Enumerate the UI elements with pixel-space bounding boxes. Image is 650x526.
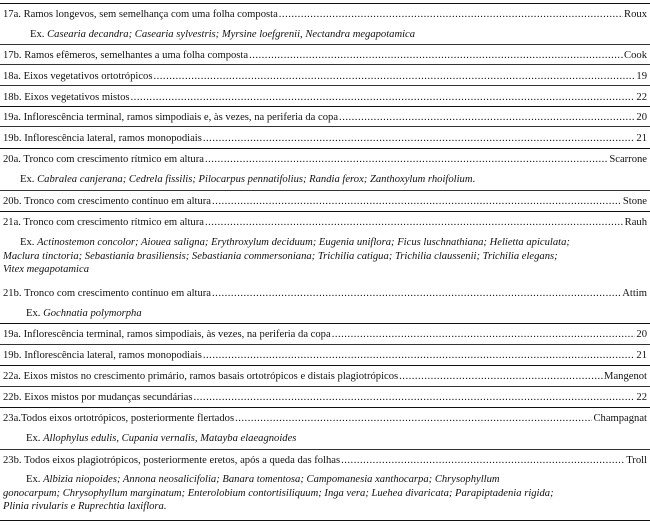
leader-dots xyxy=(399,370,603,383)
key-result: Roux xyxy=(624,9,647,20)
example-species: Casearia decandra; Casearia sylvestris; Myrsine loefgrenii, Nectandra megapotamica xyxy=(47,29,416,40)
leader-dots xyxy=(205,216,624,229)
example-23a xyxy=(26,432,296,446)
key-result: Scarrone xyxy=(609,154,647,165)
example-20a xyxy=(20,173,475,187)
leader-dots xyxy=(279,8,623,21)
key-result: Mangenot xyxy=(604,371,647,382)
example-21a xyxy=(3,236,648,277)
leader-dots xyxy=(193,391,635,404)
key-row-17b xyxy=(0,49,650,62)
leader-dots xyxy=(341,454,625,467)
key-lead: 22b. Eixos mistos por mudanças secundárias xyxy=(3,392,193,403)
key-result: Attim xyxy=(622,288,647,299)
key-lead: 17a. Ramos longevos, sem semelhança com uma folha composta xyxy=(3,9,278,20)
key-lead: 20a. Tronco com crescimento rítmico em altura xyxy=(3,154,204,165)
key-row-22a xyxy=(0,370,650,383)
divider xyxy=(0,386,650,387)
key-lead: 20b. Tronco com crescimento contínuo em altura xyxy=(3,196,212,207)
key-row-22b xyxy=(0,391,650,404)
key-row-18b xyxy=(0,91,650,104)
divider xyxy=(0,520,650,521)
key-lead: 19b. Inflorescência lateral, ramos monopodiais xyxy=(3,133,202,144)
leader-dots xyxy=(131,91,636,104)
divider xyxy=(0,85,650,86)
leader-dots xyxy=(339,111,635,124)
key-result: 19 xyxy=(636,71,647,82)
key-result: 22 xyxy=(636,392,647,403)
example-21b xyxy=(26,307,142,321)
divider xyxy=(0,323,650,324)
example-prefix: Ex. xyxy=(26,433,44,444)
key-lead: 19b. Inflorescência lateral, ramos monopodiais xyxy=(3,350,202,361)
divider xyxy=(0,148,650,149)
example-prefix: Ex. xyxy=(26,308,44,319)
leader-dots xyxy=(203,132,636,145)
example-prefix: Ex. xyxy=(20,237,38,248)
key-result: 21 xyxy=(636,350,647,361)
example-prefix: Ex. xyxy=(26,474,44,485)
leader-dots xyxy=(249,49,623,62)
example-species-line: gonocarpum; Chrysophyllum marginatum; Enterolobium contortisiliquum; Inga vera; Luehea divaricata; Parapiptadenia rigida; xyxy=(3,487,554,499)
divider xyxy=(0,126,650,127)
key-row-17a xyxy=(0,8,650,21)
key-row-23b xyxy=(0,454,650,467)
key-result: Stone xyxy=(622,196,647,207)
key-lead: 23b. Todos eixos plagiotrópicos, posteriormente eretos, após a queda das folhas xyxy=(3,455,341,466)
example-species-line: Maclura tinctoria; Sebastiania brasiliensis; Sebastiania commersoniana; Trichilia catigua; Trichilia claussenii; Trichilia elegans; xyxy=(3,250,558,262)
key-row-21b xyxy=(0,287,650,300)
example-prefix: Ex. xyxy=(30,29,48,40)
leader-dots xyxy=(153,70,635,83)
key-row-20a xyxy=(0,153,650,166)
example-species-line: Actinostemon concolor; Aiouea saligna; Erythroxylum deciduum; Eugenia uniflora; Ficus luschnathiana; Helietta apiculata; xyxy=(37,237,570,248)
key-lead: 19a. Inflorescência terminal, ramos simpodiais, às vezes, na periferia da copa xyxy=(3,329,331,340)
key-result: Champagnat xyxy=(593,413,647,424)
key-result: Rauh xyxy=(624,217,647,228)
key-lead: 21a. Tronco com crescimento rítmico em altura xyxy=(3,217,204,228)
example-prefix: Ex. xyxy=(20,174,38,185)
leader-dots xyxy=(332,328,636,341)
example-17a xyxy=(30,28,415,42)
divider xyxy=(0,365,650,366)
key-row-23a xyxy=(0,412,650,425)
key-lead: 18a. Eixos vegetativos ortotrópicos xyxy=(3,71,153,82)
key-row-19b-repeat xyxy=(0,349,650,362)
key-row-19a xyxy=(0,111,650,124)
example-species: Gochnatia polymorpha xyxy=(43,308,142,319)
key-result: 22 xyxy=(636,92,647,103)
divider xyxy=(0,190,650,191)
key-row-21a xyxy=(0,216,650,229)
key-lead: 21b. Tronco com crescimento contínuo em altura xyxy=(3,288,212,299)
example-suffix: . xyxy=(472,174,476,185)
example-23b xyxy=(3,473,648,514)
key-result: 20 xyxy=(636,112,647,123)
divider xyxy=(0,211,650,212)
key-row-19a-repeat xyxy=(0,328,650,341)
key-lead: 22a. Eixos mistos no crescimento primário, ramos basais ortotrópicos e distais plagiotrópicos xyxy=(3,371,399,382)
divider xyxy=(0,106,650,107)
example-species-line: Albizia niopoides; Annona neosalicifolia; Banara tomentosa; Campomanesia xanthocarpa; Chrysophyllum xyxy=(43,474,500,485)
example-species-line: Vitex megapotamica xyxy=(3,264,89,276)
key-result: Cook xyxy=(624,50,647,61)
example-species: Cabralea canjerana; Cedrela fissilis; Pilocarpus pennatifolius; Randia ferox; Zanthoxylum rhoifolium xyxy=(37,174,473,185)
key-row-19b xyxy=(0,132,650,145)
key-lead: 18b. Eixos vegetativos mistos xyxy=(3,92,130,103)
divider xyxy=(0,3,650,4)
example-species-line: Plinia rivularis e Ruprechtia laxiflora. xyxy=(3,501,167,513)
divider xyxy=(0,344,650,345)
key-result: 20 xyxy=(636,329,647,340)
leader-dots xyxy=(235,412,592,425)
key-lead: 19a. Inflorescência terminal, ramos simpodiais e, às vezes, na periferia da copa xyxy=(3,112,339,123)
example-species: Allophylus edulis, Cupania vernalis, Matayba elaeagnoides xyxy=(43,433,297,444)
divider xyxy=(0,64,650,65)
divider xyxy=(0,407,650,408)
divider xyxy=(0,449,650,450)
key-lead: 23a.Todos eixos ortotrópicos, posteriormente flertados xyxy=(3,413,235,424)
leader-dots xyxy=(212,195,622,208)
key-row-18a xyxy=(0,70,650,83)
key-result: 21 xyxy=(636,133,647,144)
divider xyxy=(0,44,650,45)
leader-dots xyxy=(203,349,636,362)
leader-dots xyxy=(212,287,621,300)
key-row-20b xyxy=(0,195,650,208)
key-result: Troll xyxy=(626,455,647,466)
leader-dots xyxy=(205,153,608,166)
key-lead: 17b. Ramos efêmeros, semelhantes a uma folha composta xyxy=(3,50,249,61)
